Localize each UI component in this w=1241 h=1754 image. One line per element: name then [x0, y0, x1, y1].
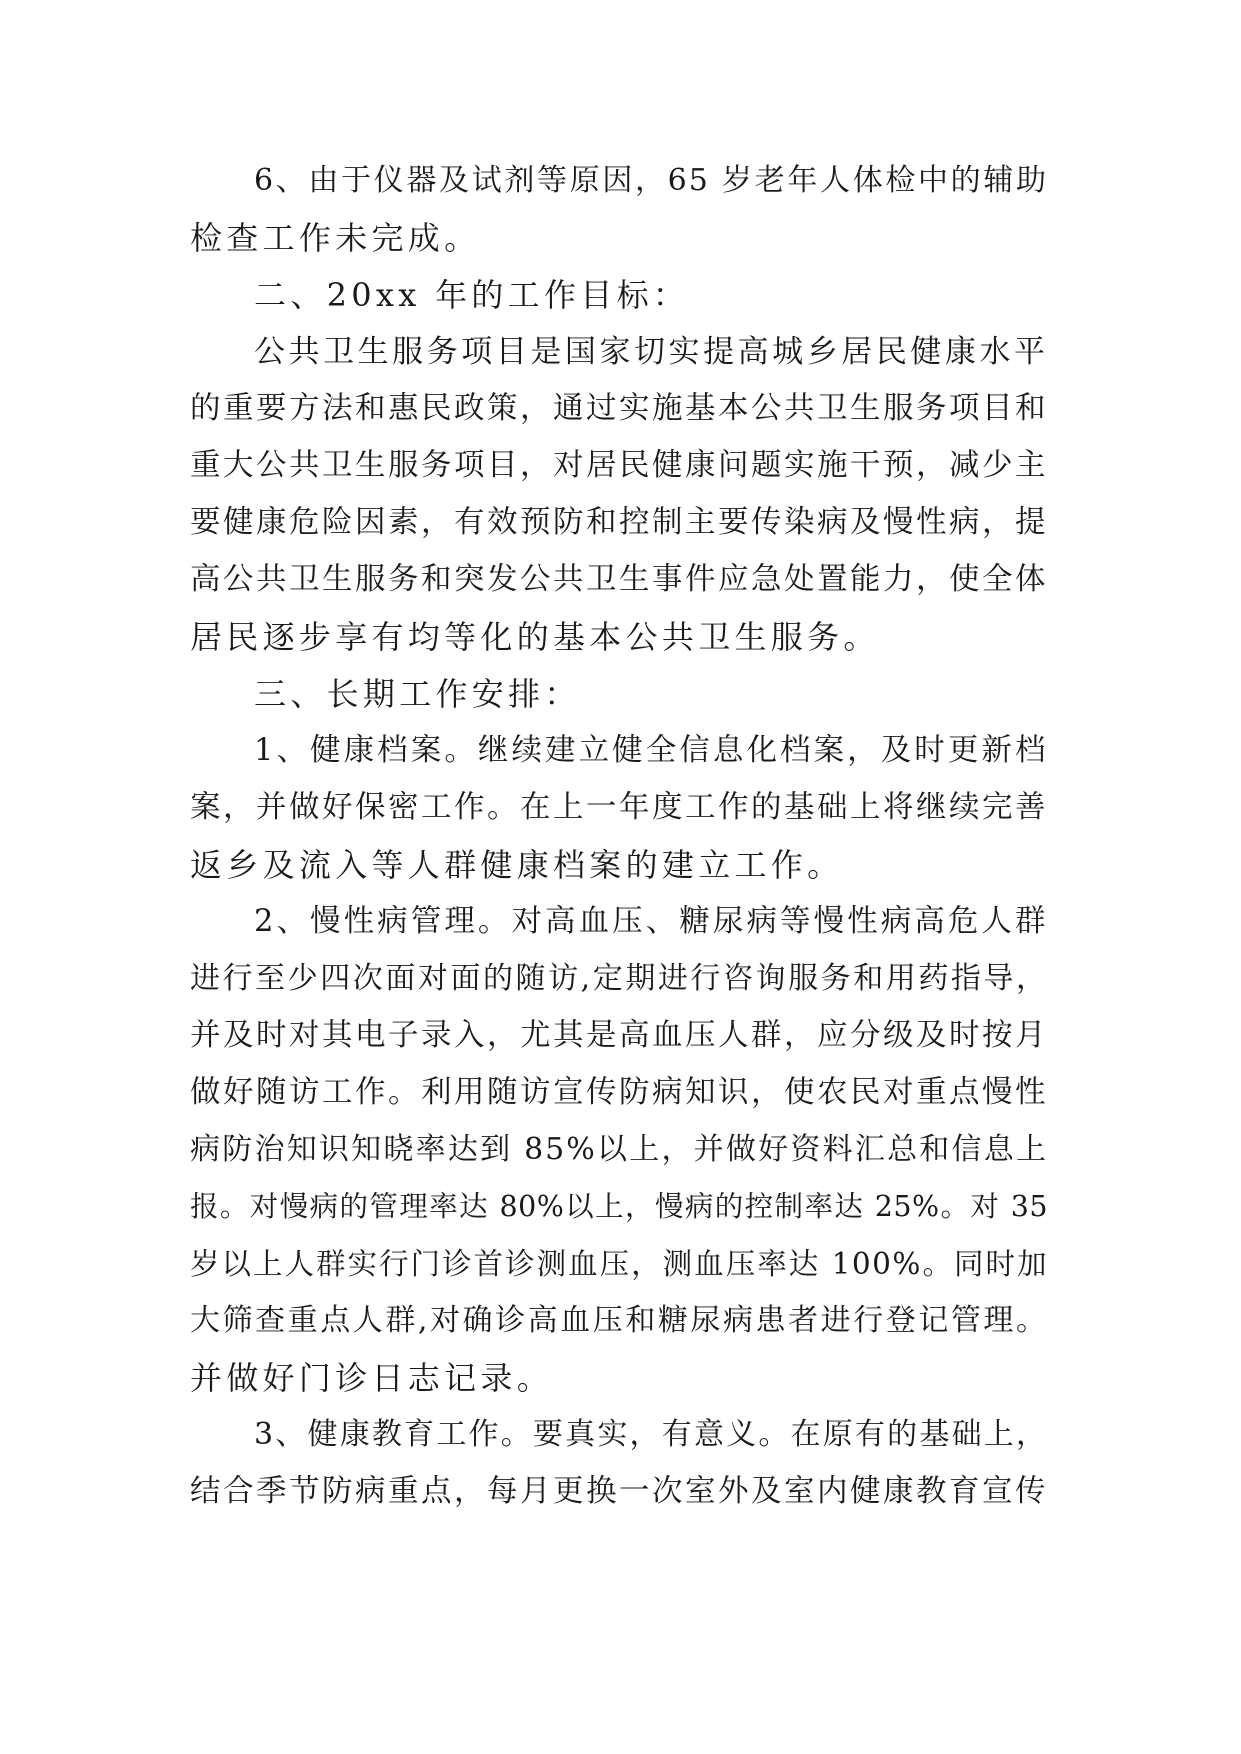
- paragraph-line: 2、慢性病管理。对高血压、糖尿病等慢性病高危人群: [254, 904, 1048, 939]
- section-heading: 二、20xx 年的工作目标：: [254, 276, 690, 314]
- paragraph-line: 3、健康教育工作。要真实，有意义。在原有的基础上，: [254, 1417, 1048, 1452]
- paragraph-line: 案，并做好保密工作。在上一年度工作的基础上将继续完善: [190, 790, 1048, 825]
- paragraph-line: 岁以上人群实行门诊首诊测血压，测血压率达 100%。同时加: [190, 1247, 1048, 1281]
- paragraph-line: 公共卫生服务项目是国家切实提高城乡居民健康水平: [254, 334, 1048, 370]
- section-heading: 三、长期工作安排：: [254, 675, 581, 713]
- paragraph-line: 高公共卫生服务和突发公共卫生事件应急处置能力，使全体: [190, 562, 1048, 597]
- paragraph-line: 进行至少四次面对面的随访,定期进行咨询服务和用药指导，: [190, 961, 1048, 996]
- paragraph-line: 重大公共卫生服务项目，对居民健康问题实施干预，减少主: [190, 448, 1048, 483]
- paragraph-line: 病防治知识知晓率达到 85%以上，并做好资料汇总和信息上: [190, 1132, 1048, 1167]
- paragraph-line: 结合季节防病重点，每月更换一次室外及室内健康教育宣传: [190, 1474, 1048, 1509]
- paragraph-line: 做好随访工作。利用随访宣传防病知识，使农民对重点慢性: [190, 1075, 1048, 1110]
- paragraph-line: 6、由于仪器及试剂等原因，65 岁老年人体检中的辅助: [254, 163, 1048, 198]
- paragraph-line: 的重要方法和惠民政策，通过实施基本公共卫生服务项目和: [190, 391, 1048, 426]
- paragraph-line: 大筛查重点人群,对确诊高血压和糖尿病患者进行登记管理。: [190, 1303, 1048, 1338]
- paragraph-line: 返乡及流入等人群健康档案的建立工作。: [190, 846, 844, 884]
- paragraph-line: 居民逐步享有均等化的基本公共卫生服务。: [190, 618, 880, 656]
- paragraph-line: 并做好门诊日志记录。: [190, 1359, 554, 1397]
- paragraph-line: 检查工作未完成。: [190, 219, 481, 257]
- paragraph-line: 要健康危险因素，有效预防和控制主要传染病及慢性病，提: [190, 505, 1048, 540]
- paragraph-line: 并及时对其电子录入，尤其是高血压人群，应分级及时按月: [190, 1018, 1048, 1053]
- paragraph-line: 1、健康档案。继续建立健全信息化档案，及时更新档: [254, 733, 1048, 768]
- paragraph-line: 报。对慢病的管理率达 80%以上，慢病的控制率达 25%。对 35: [190, 1190, 1048, 1223]
